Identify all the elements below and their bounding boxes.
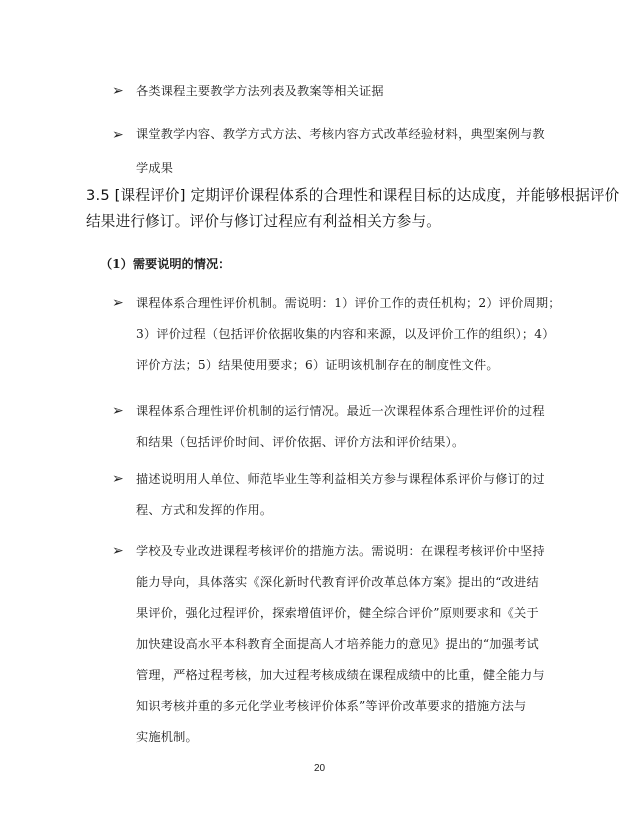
bullet-item-operation-status	[136, 396, 554, 458]
text-line: 程、方式和发挥的作用。	[136, 503, 273, 517]
text-line: 知识考核并重的多元化学业考核评价体系”等评价改革要求的措施方法与	[136, 699, 527, 713]
bullet-item-evaluation-mechanism	[136, 288, 561, 381]
text-line: 学成果	[136, 161, 174, 175]
text-line: 评价方法；5）结果使用要求；6）证明该机制存在的制度性文件。	[136, 358, 499, 372]
bullet-item-evidence	[136, 77, 554, 105]
text-line: 能力导向，具体落实《深化新时代教育评价改革总体方案》提出的“改进结	[136, 575, 539, 589]
text-line: 描述说明用人单位、师范毕业生等利益相关方参与课程体系评价与修订的过	[136, 472, 545, 486]
page-number: 20	[313, 763, 326, 774]
text-line: 3）评价过程（包括评价依据收集的内容和来源，以及评价工作的组织）；4）	[136, 327, 555, 341]
text-line: 课程体系合理性评价机制。需说明：1）评价工作的责任机构；2）评价周期；	[136, 296, 561, 310]
bullet-item-stakeholders	[136, 464, 554, 526]
text-line: 和结果（包括评价时间、评价依据、评价方法和评价结果）。	[136, 435, 465, 449]
section-heading	[86, 183, 620, 235]
bullet-item-teaching-reform	[136, 120, 554, 182]
bullet-marker: ➢	[112, 543, 124, 559]
bullet-marker: ➢	[112, 127, 124, 143]
text-line: 课程体系合理性评价机制的运行情况。最近一次课程体系合理性评价的过程	[136, 404, 545, 418]
heading-line: 3.5 [课程评价] 定期评价课程体系的合理性和课程目标的达成度，并能够根据评价	[86, 187, 620, 204]
heading-line: 结果进行修订。评价与修订过程应有利益相关方参与。	[86, 213, 442, 230]
bullet-marker: ➢	[112, 403, 124, 419]
bullet-marker: ➢	[112, 83, 124, 99]
text-line: 实施机制。	[136, 730, 198, 744]
text-line: 各类课程主要教学方法列表及教案等相关证据	[136, 84, 384, 98]
text-line: 果评价，强化过程评价，探索增值评价，健全综合评价”原则要求和《关于	[136, 606, 539, 620]
text-line: 学校及专业改进课程考核评价的措施方法。需说明：在课程考核评价中坚持	[136, 544, 545, 558]
bullet-item-assessment-reform	[136, 536, 554, 753]
text-line: 加快建设高水平本科教育全面提高人才培养能力的意见》提出的“加强考试	[136, 637, 539, 651]
text-line: 课堂教学内容、教学方式方法、考核内容方式改革经验材料，典型案例与教	[136, 127, 545, 141]
bullet-marker: ➢	[112, 295, 124, 311]
text-line: 管理，严格过程考核，加大过程考核成绩在课程成绩中的比重，健全能力与	[136, 668, 545, 682]
bullet-marker: ➢	[112, 471, 124, 487]
subheading: （1）需要说明的情况：	[100, 257, 231, 271]
